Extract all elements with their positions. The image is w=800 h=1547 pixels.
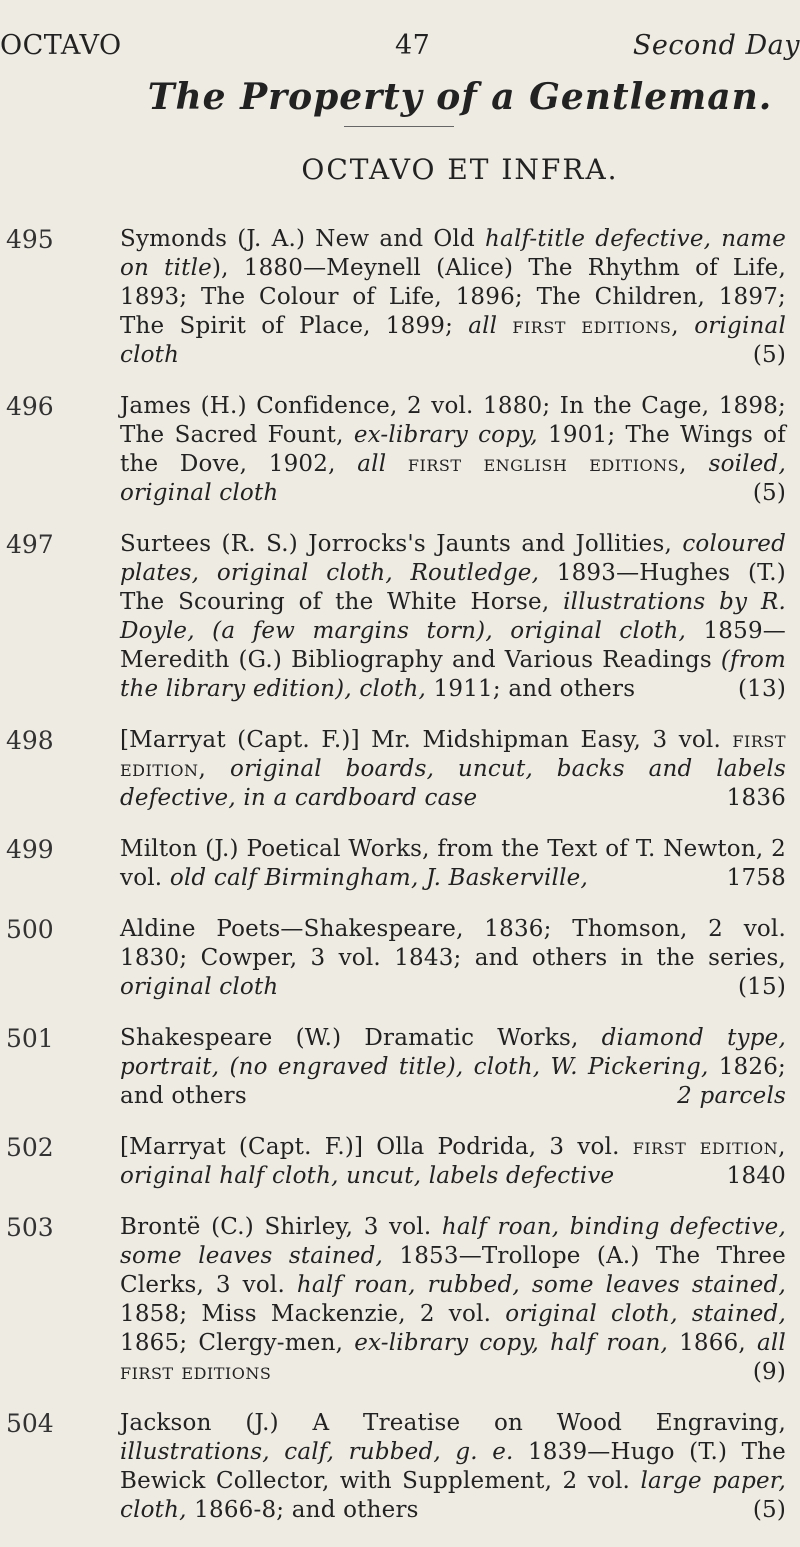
lot-text-part: Surtees (R. S.) Jorrocks's Jaunts and Jollities, <box>120 531 683 557</box>
lot-text-part: ex-library copy, half roan, <box>354 1330 669 1356</box>
lot-entry <box>0 726 800 813</box>
lot-text-part: 1826; and others <box>120 1054 787 1109</box>
lot-text-part: 1865; Clergy-men, <box>120 1330 355 1356</box>
lot-description <box>120 225 786 370</box>
lot-text-part: original cloth <box>120 974 279 1000</box>
lot-text-part: coloured plates, original cloth, Routledge, <box>120 531 786 586</box>
lot-text-part: illustrations by R. Doyle, (a few margins torn), original cloth, <box>120 589 787 644</box>
page-heading <box>0 76 800 186</box>
lot-number: 502 <box>6 1133 54 1162</box>
lot-entry <box>0 530 800 704</box>
lot-text-part: Shakespeare (W.) Dramatic Works, <box>120 1025 602 1051</box>
lot-text-part: half roan, rubbed, some leaves stained, <box>296 1272 786 1298</box>
lot-quantity: 1758 <box>726 865 786 891</box>
lot-quantity: (5) <box>752 1497 786 1523</box>
lot-entry <box>0 1133 800 1191</box>
lot-entry <box>0 1213 800 1387</box>
lot-quantity: 1836 <box>726 785 786 811</box>
lot-description <box>120 1409 786 1525</box>
lot-text-part: ), 1880—Meynell (Alice) The Rhythm of Life, 1893; The Colour of Life, 1896; The Children, 1897; The Spirit of Place, 1899; <box>120 255 786 339</box>
lot-number: 496 <box>6 392 54 421</box>
running-head-right: Second Day <box>632 30 800 61</box>
lot-text-part: all <box>357 451 408 477</box>
lot-text-part: first edition, <box>120 727 786 782</box>
lot-number: 497 <box>6 530 54 559</box>
lot-text-part: Birmingham, J. Baskerville, <box>264 865 588 891</box>
lot-text-part <box>257 865 265 891</box>
lot-list <box>0 225 800 1547</box>
lot-number: 504 <box>6 1409 54 1438</box>
lot-quantity: (5) <box>752 480 786 506</box>
lot-text-part: 1859—Meredith (G.) Bibliography and Various Readings <box>120 618 786 673</box>
lot-text-part: half roan, binding defective, some leaves stained, <box>120 1214 786 1269</box>
section-heading: OCTAVO ET INFRA. <box>301 153 619 186</box>
lot-quantity: 2 parcels <box>677 1083 786 1109</box>
lot-quantity: (15) <box>737 974 786 1000</box>
lot-text-part: all <box>756 1330 786 1356</box>
lot-description <box>120 392 786 508</box>
lot-text-part: 1893—Hughes (T.) The Scouring of the White Horse, <box>120 560 786 615</box>
lot-text-part: original cloth <box>120 313 787 368</box>
lot-text-part: Symonds (J. A.) New and Old <box>120 226 486 252</box>
lot-text-part: first edition, <box>632 1134 786 1160</box>
lot-number: 501 <box>6 1024 54 1053</box>
lot-text-part: old calf <box>169 865 258 891</box>
lot-quantity: (5) <box>752 342 786 368</box>
lot-text-part: Brontë (C.) Shirley, 3 vol. <box>120 1214 442 1240</box>
lot-text-part: original half cloth, uncut, labels defective <box>120 1163 615 1189</box>
lot-entry <box>0 225 800 370</box>
lot-text-part: [Marryat (Capt. F.)] Olla Podrida, 3 vol. <box>120 1134 633 1160</box>
lot-number: 498 <box>6 726 54 755</box>
lot-description <box>120 1024 786 1111</box>
lot-text-part: 1901; The Wings of the Dove, 1902, <box>120 422 786 477</box>
lot-entry <box>0 1024 800 1111</box>
lot-text-part: illustrations, calf, rubbed, g. e. <box>120 1439 514 1465</box>
lot-text-part: half-title defective, name on title <box>120 226 787 281</box>
lot-text-part: James (H.) Confidence, 2 vol. 1880; In the Cage, 1898; The Sacred Fount, <box>120 393 786 448</box>
lot-text-part: [Marryat (Capt. F.)] Mr. Midshipman Easy, 3 vol. <box>120 727 733 753</box>
lot-text-part: first editions, <box>512 313 680 339</box>
lot-entry <box>0 392 800 508</box>
lot-text-part: all <box>468 313 513 339</box>
lot-text-part: soiled, original cloth <box>120 451 786 506</box>
lot-number: 500 <box>6 915 54 944</box>
lot-entry <box>0 835 800 893</box>
lot-text-part: 1853—Trollope (A.) The Three Clerks, 3 vol. <box>120 1243 786 1298</box>
lot-text-part: 1911; and others <box>426 676 636 702</box>
lot-description <box>120 1213 786 1387</box>
lot-text-part: original boards, uncut, backs and labels defective, in a cardboard case <box>120 756 786 811</box>
lot-number: 495 <box>6 225 54 254</box>
lot-text-part: original cloth, stained, <box>505 1301 786 1327</box>
lot-text-part: 1839—Hugo (T.) The Bewick Collector, with Supplement, 2 vol. <box>120 1439 786 1494</box>
lot-number: 499 <box>6 835 54 864</box>
lot-text-part: 1866, <box>668 1330 757 1356</box>
lot-text-part: Jackson (J.) A Treatise on Wood Engraving, <box>120 1410 786 1436</box>
lot-text-part: (from the library edition), cloth, <box>120 647 786 702</box>
lot-entry <box>0 915 800 1002</box>
lot-entry <box>0 1409 800 1525</box>
lot-text-part: first english editions, <box>407 451 687 477</box>
lot-text-part: Aldine Poets—Shakespeare, 1836; Thomson, 2 vol. 1830; Cowper, 3 vol. 1843; and others in the series, <box>120 916 786 971</box>
lot-description <box>120 530 786 704</box>
lot-text-part: first editions <box>120 1359 272 1385</box>
lot-text-part: large paper, cloth, <box>120 1468 786 1523</box>
lot-quantity: (9) <box>752 1359 786 1385</box>
lot-description <box>120 1133 786 1191</box>
lot-text-part: Milton (J.) Poetical Works, from the Text of T. Newton, 2 vol. <box>120 836 786 891</box>
lot-text-part: diamond type, portrait, (no engraved title), cloth, W. Pickering, <box>120 1025 786 1080</box>
lot-text-part: 1866-8; and others <box>186 1497 419 1523</box>
lot-quantity: 1840 <box>726 1163 786 1189</box>
lot-description <box>120 835 786 893</box>
page-number: 47 <box>395 30 431 61</box>
lot-description <box>120 915 786 1002</box>
lot-description <box>120 726 786 813</box>
title-divider <box>344 126 454 127</box>
lot-quantity: (13) <box>737 676 786 702</box>
running-head <box>0 30 800 70</box>
page-title: The Property of a Gentleman. <box>147 76 773 118</box>
lot-text-part: ex-library copy, <box>353 422 538 448</box>
lot-text-part: 1858; Miss Mackenzie, 2 vol. <box>120 1301 506 1327</box>
lot-number: 503 <box>6 1213 54 1242</box>
running-head-left: OCTAVO <box>0 30 122 61</box>
